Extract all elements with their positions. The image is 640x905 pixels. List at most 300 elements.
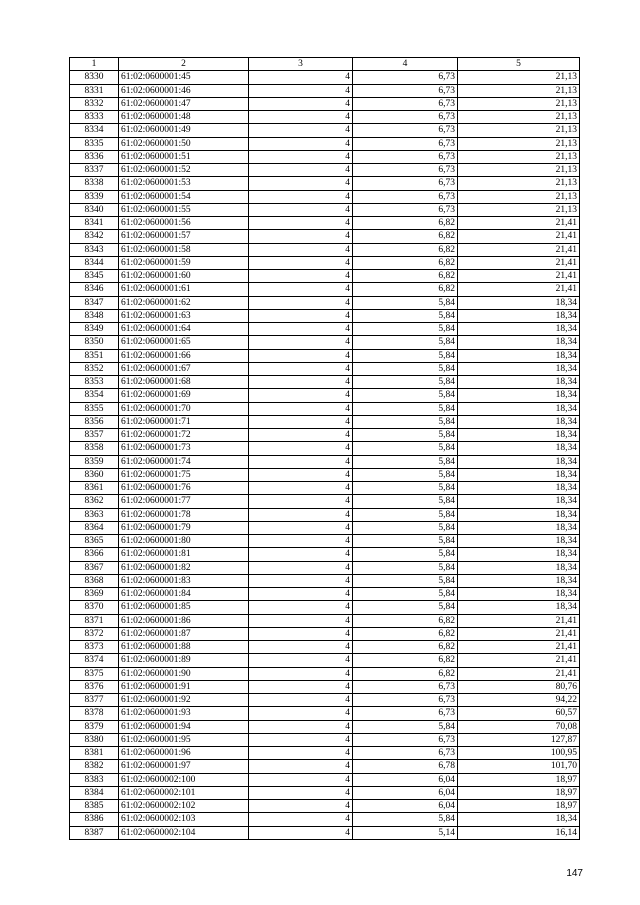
table-cell-col-1: 8351: [70, 349, 119, 362]
table-cell-col-4: 5,84: [353, 415, 458, 428]
table-cell-col-2: 61:02:0600001:78: [119, 508, 249, 521]
table-cell-col-4: 6,82: [353, 230, 458, 243]
table-cell-col-2: 61:02:0600001:55: [119, 203, 249, 216]
table-row: [70, 429, 580, 442]
column-header-2: 2: [119, 58, 249, 71]
table-row: [70, 773, 580, 786]
table-cell-col-3: 4: [249, 362, 353, 375]
table-cell-col-1: 8346: [70, 283, 119, 296]
table-cell-col-2: 61:02:0600001:79: [119, 521, 249, 534]
table-cell-col-3: 4: [249, 548, 353, 561]
table-cell-col-3: 4: [249, 442, 353, 455]
table-cell-col-5: 100,95: [458, 747, 580, 760]
table-row: [70, 588, 580, 601]
table-row: [70, 707, 580, 720]
table-cell-col-3: 4: [249, 111, 353, 124]
table-cell-col-4: 5,84: [353, 349, 458, 362]
table-cell-col-3: 4: [249, 164, 353, 177]
table-cell-col-1: 8375: [70, 667, 119, 680]
table-row: [70, 71, 580, 84]
table-cell-col-5: 21,41: [458, 641, 580, 654]
table-cell-col-4: 5,84: [353, 720, 458, 733]
table-cell-col-3: 4: [249, 389, 353, 402]
table-cell-col-1: 8336: [70, 150, 119, 163]
table-cell-col-2: 61:02:0600001:85: [119, 601, 249, 614]
data-table-container: [69, 57, 580, 840]
table-cell-col-4: 6,73: [353, 747, 458, 760]
table-cell-col-3: 4: [249, 203, 353, 216]
table-cell-col-3: 4: [249, 376, 353, 389]
table-cell-col-1: 8343: [70, 243, 119, 256]
table-cell-col-4: 6,73: [353, 177, 458, 190]
table-cell-col-2: 61:02:0600001:58: [119, 243, 249, 256]
table-cell-col-1: 8378: [70, 707, 119, 720]
table-cell-col-4: 5,84: [353, 376, 458, 389]
table-cell-col-2: 61:02:0600001:96: [119, 747, 249, 760]
table-row: [70, 415, 580, 428]
table-cell-col-4: 6,82: [353, 270, 458, 283]
table-cell-col-3: 4: [249, 84, 353, 97]
table-cell-col-4: 5,84: [353, 389, 458, 402]
table-cell-col-5: 18,34: [458, 376, 580, 389]
table-cell-col-4: 6,82: [353, 243, 458, 256]
table-row: [70, 800, 580, 813]
table-cell-col-2: 61:02:0600001:60: [119, 270, 249, 283]
table-cell-col-2: 61:02:0600001:66: [119, 349, 249, 362]
table-cell-col-5: 18,34: [458, 468, 580, 481]
table-cell-col-4: 6,78: [353, 760, 458, 773]
table-cell-col-2: 61:02:0600001:56: [119, 217, 249, 230]
table-cell-col-1: 8338: [70, 177, 119, 190]
table-cell-col-2: 61:02:0600001:86: [119, 614, 249, 627]
table-cell-col-4: 5,84: [353, 402, 458, 415]
table-cell-col-1: 8387: [70, 826, 119, 839]
table-cell-col-5: 18,34: [458, 548, 580, 561]
table-cell-col-2: 61:02:0600001:50: [119, 137, 249, 150]
table-cell-col-1: 8344: [70, 256, 119, 269]
table-row: [70, 601, 580, 614]
table-cell-col-4: 5,84: [353, 574, 458, 587]
table-row: [70, 548, 580, 561]
table-cell-col-4: 5,84: [353, 442, 458, 455]
table-cell-col-3: 4: [249, 482, 353, 495]
table-cell-col-5: 21,13: [458, 177, 580, 190]
table-cell-col-5: 18,34: [458, 508, 580, 521]
table-cell-col-1: 8353: [70, 376, 119, 389]
table-cell-col-3: 4: [249, 760, 353, 773]
table-cell-col-2: 61:02:0600001:47: [119, 97, 249, 110]
table-cell-col-3: 4: [249, 415, 353, 428]
table-cell-col-1: 8356: [70, 415, 119, 428]
table-cell-col-1: 8358: [70, 442, 119, 455]
table-row: [70, 362, 580, 375]
table-cell-col-3: 4: [249, 508, 353, 521]
table-cell-col-2: 61:02:0600001:69: [119, 389, 249, 402]
table-cell-col-5: 127,87: [458, 733, 580, 746]
table-cell-col-1: 8377: [70, 694, 119, 707]
table-cell-col-2: 61:02:0600001:97: [119, 760, 249, 773]
table-cell-col-3: 4: [249, 733, 353, 746]
table-cell-col-5: 18,34: [458, 309, 580, 322]
table-cell-col-2: 61:02:0600001:54: [119, 190, 249, 203]
table-cell-col-4: 6,73: [353, 137, 458, 150]
column-header-3: 3: [249, 58, 353, 71]
column-header-4: 4: [353, 58, 458, 71]
table-cell-col-1: 8382: [70, 760, 119, 773]
table-cell-col-3: 4: [249, 323, 353, 336]
table-cell-col-1: 8385: [70, 800, 119, 813]
table-cell-col-2: 61:02:0600002:103: [119, 813, 249, 826]
table-cell-col-5: 18,34: [458, 482, 580, 495]
table-cell-col-2: 61:02:0600001:52: [119, 164, 249, 177]
table-row: [70, 296, 580, 309]
table-cell-col-2: 61:02:0600001:76: [119, 482, 249, 495]
table-cell-col-4: 6,04: [353, 786, 458, 799]
table-cell-col-5: 94,22: [458, 694, 580, 707]
table-row: [70, 694, 580, 707]
table-cell-col-4: 6,82: [353, 614, 458, 627]
table-header-row: [70, 58, 580, 71]
table-row: [70, 614, 580, 627]
table-row: [70, 747, 580, 760]
table-cell-col-4: 5,14: [353, 826, 458, 839]
table-cell-col-5: 21,41: [458, 256, 580, 269]
table-row: [70, 826, 580, 839]
table-cell-col-5: 21,13: [458, 124, 580, 137]
table-row: [70, 521, 580, 534]
table-cell-col-5: 21,41: [458, 217, 580, 230]
table-cell-col-2: 61:02:0600001:83: [119, 574, 249, 587]
table-row: [70, 760, 580, 773]
table-cell-col-4: 6,73: [353, 203, 458, 216]
table-cell-col-3: 4: [249, 309, 353, 322]
table-cell-col-1: 8359: [70, 455, 119, 468]
table-cell-col-5: 21,41: [458, 627, 580, 640]
table-cell-col-5: 18,34: [458, 574, 580, 587]
table-cell-col-5: 18,34: [458, 521, 580, 534]
table-cell-col-1: 8348: [70, 309, 119, 322]
table-cell-col-5: 21,13: [458, 71, 580, 84]
table-cell-col-2: 61:02:0600001:80: [119, 535, 249, 548]
table-cell-col-5: 70,08: [458, 720, 580, 733]
table-row: [70, 561, 580, 574]
table-cell-col-2: 61:02:0600001:82: [119, 561, 249, 574]
table-cell-col-1: 8371: [70, 614, 119, 627]
table-cell-col-2: 61:02:0600001:45: [119, 71, 249, 84]
table-cell-col-3: 4: [249, 177, 353, 190]
table-cell-col-1: 8386: [70, 813, 119, 826]
table-cell-col-2: 61:02:0600001:89: [119, 654, 249, 667]
table-cell-col-1: 8381: [70, 747, 119, 760]
table-cell-col-4: 5,84: [353, 336, 458, 349]
table-cell-col-5: 18,34: [458, 495, 580, 508]
table-cell-col-2: 61:02:0600001:88: [119, 641, 249, 654]
table-cell-col-2: 61:02:0600001:46: [119, 84, 249, 97]
table-row: [70, 309, 580, 322]
table-cell-col-1: 8332: [70, 97, 119, 110]
table-cell-col-4: 5,84: [353, 813, 458, 826]
table-cell-col-2: 61:02:0600001:90: [119, 667, 249, 680]
table-cell-col-4: 5,84: [353, 468, 458, 481]
table-cell-col-4: 6,73: [353, 733, 458, 746]
table-cell-col-3: 4: [249, 97, 353, 110]
table-cell-col-4: 5,84: [353, 601, 458, 614]
table-cell-col-3: 4: [249, 826, 353, 839]
table-row: [70, 349, 580, 362]
table-cell-col-2: 61:02:0600001:70: [119, 402, 249, 415]
table-cell-col-4: 6,82: [353, 654, 458, 667]
table-cell-col-1: 8364: [70, 521, 119, 534]
table-cell-col-1: 8379: [70, 720, 119, 733]
table-cell-col-3: 4: [249, 521, 353, 534]
table-cell-col-1: 8331: [70, 84, 119, 97]
table-cell-col-3: 4: [249, 455, 353, 468]
table-cell-col-2: 61:02:0600001:48: [119, 111, 249, 124]
table-cell-col-4: 6,82: [353, 283, 458, 296]
table-row: [70, 84, 580, 97]
table-cell-col-4: 5,84: [353, 588, 458, 601]
table-cell-col-1: 8350: [70, 336, 119, 349]
table-cell-col-3: 4: [249, 349, 353, 362]
table-cell-col-5: 21,13: [458, 111, 580, 124]
table-cell-col-5: 18,34: [458, 296, 580, 309]
table-cell-col-5: 18,34: [458, 535, 580, 548]
table-cell-col-3: 4: [249, 601, 353, 614]
table-row: [70, 813, 580, 826]
table-cell-col-2: 61:02:0600001:91: [119, 680, 249, 693]
table-cell-col-4: 6,73: [353, 707, 458, 720]
table-cell-col-2: 61:02:0600001:51: [119, 150, 249, 163]
table-row: [70, 177, 580, 190]
table-cell-col-1: 8357: [70, 429, 119, 442]
table-cell-col-5: 18,34: [458, 429, 580, 442]
table-cell-col-2: 61:02:0600001:59: [119, 256, 249, 269]
table-cell-col-2: 61:02:0600002:104: [119, 826, 249, 839]
table-cell-col-1: 8370: [70, 601, 119, 614]
column-header-5: 5: [458, 58, 580, 71]
table-cell-col-3: 4: [249, 468, 353, 481]
table-cell-col-4: 5,84: [353, 495, 458, 508]
table-cell-col-1: 8367: [70, 561, 119, 574]
table-cell-col-5: 21,13: [458, 203, 580, 216]
table-cell-col-2: 61:02:0600001:94: [119, 720, 249, 733]
table-cell-col-5: 21,41: [458, 283, 580, 296]
table-cell-col-4: 5,84: [353, 535, 458, 548]
table-cell-col-4: 6,73: [353, 111, 458, 124]
table-cell-col-1: 8334: [70, 124, 119, 137]
table-row: [70, 468, 580, 481]
table-cell-col-4: 6,73: [353, 680, 458, 693]
table-cell-col-3: 4: [249, 747, 353, 760]
table-cell-col-4: 6,82: [353, 667, 458, 680]
table-cell-col-3: 4: [249, 641, 353, 654]
table-cell-col-5: 21,13: [458, 84, 580, 97]
table-cell-col-4: 5,84: [353, 521, 458, 534]
table-cell-col-3: 4: [249, 800, 353, 813]
table-cell-col-5: 18,34: [458, 455, 580, 468]
table-cell-col-3: 4: [249, 336, 353, 349]
table-cell-col-4: 5,84: [353, 561, 458, 574]
table-cell-col-3: 4: [249, 296, 353, 309]
table-cell-col-4: 6,73: [353, 84, 458, 97]
table-cell-col-1: 8335: [70, 137, 119, 150]
table-cell-col-1: 8373: [70, 641, 119, 654]
table-cell-col-3: 4: [249, 707, 353, 720]
table-cell-col-5: 18,34: [458, 561, 580, 574]
table-cell-col-3: 4: [249, 243, 353, 256]
table-cell-col-4: 5,84: [353, 309, 458, 322]
table-cell-col-1: 8365: [70, 535, 119, 548]
table-cell-col-3: 4: [249, 270, 353, 283]
table-cell-col-5: 18,34: [458, 601, 580, 614]
table-cell-col-2: 61:02:0600001:75: [119, 468, 249, 481]
table-cell-col-4: 6,73: [353, 164, 458, 177]
table-cell-col-5: 21,13: [458, 137, 580, 150]
table-cell-col-4: 6,73: [353, 97, 458, 110]
table-cell-col-4: 5,84: [353, 362, 458, 375]
table-row: [70, 97, 580, 110]
table-cell-col-1: 8340: [70, 203, 119, 216]
table-row: [70, 323, 580, 336]
table-cell-col-5: 18,34: [458, 362, 580, 375]
table-cell-col-2: 61:02:0600001:57: [119, 230, 249, 243]
table-cell-col-1: 8374: [70, 654, 119, 667]
table-cell-col-1: 8345: [70, 270, 119, 283]
table-row: [70, 402, 580, 415]
table-cell-col-2: 61:02:0600001:53: [119, 177, 249, 190]
table-cell-col-2: 61:02:0600001:77: [119, 495, 249, 508]
table-cell-col-1: 8376: [70, 680, 119, 693]
table-cell-col-4: 6,73: [353, 71, 458, 84]
table-row: [70, 720, 580, 733]
table-cell-col-5: 18,34: [458, 402, 580, 415]
table-row: [70, 535, 580, 548]
table-cell-col-1: 8363: [70, 508, 119, 521]
table-row: [70, 627, 580, 640]
table-cell-col-4: 6,73: [353, 190, 458, 203]
table-cell-col-2: 61:02:0600002:100: [119, 773, 249, 786]
table-row: [70, 389, 580, 402]
table-cell-col-5: 80,76: [458, 680, 580, 693]
table-cell-col-4: 6,82: [353, 627, 458, 640]
table-cell-col-1: 8372: [70, 627, 119, 640]
table-cell-col-3: 4: [249, 813, 353, 826]
table-cell-col-3: 4: [249, 561, 353, 574]
table-cell-col-5: 18,34: [458, 323, 580, 336]
table-row: [70, 667, 580, 680]
table-body: [70, 71, 580, 840]
table-cell-col-3: 4: [249, 667, 353, 680]
table-cell-col-3: 4: [249, 150, 353, 163]
table-cell-col-5: 18,34: [458, 415, 580, 428]
table-cell-col-1: 8342: [70, 230, 119, 243]
table-row: [70, 680, 580, 693]
table-cell-col-5: 18,34: [458, 349, 580, 362]
table-row: [70, 203, 580, 216]
table-cell-col-5: 18,34: [458, 813, 580, 826]
table-cell-col-5: 16,14: [458, 826, 580, 839]
table-cell-col-2: 61:02:0600001:95: [119, 733, 249, 746]
table-cell-col-2: 61:02:0600001:49: [119, 124, 249, 137]
table-cell-col-5: 101,70: [458, 760, 580, 773]
table-row: [70, 217, 580, 230]
table-cell-col-3: 4: [249, 773, 353, 786]
table-cell-col-2: 61:02:0600001:63: [119, 309, 249, 322]
table-cell-col-3: 4: [249, 137, 353, 150]
table-row: [70, 455, 580, 468]
table-cell-col-4: 6,82: [353, 256, 458, 269]
table-cell-col-2: 61:02:0600001:84: [119, 588, 249, 601]
table-cell-col-4: 5,84: [353, 296, 458, 309]
table-cell-col-4: 5,84: [353, 429, 458, 442]
table-row: [70, 150, 580, 163]
table-cell-col-2: 61:02:0600001:71: [119, 415, 249, 428]
table-cell-col-4: 6,82: [353, 217, 458, 230]
table-cell-col-3: 4: [249, 230, 353, 243]
table-row: [70, 283, 580, 296]
table-cell-col-3: 4: [249, 429, 353, 442]
table-row: [70, 230, 580, 243]
table-cell-col-3: 4: [249, 256, 353, 269]
table-row: [70, 376, 580, 389]
table-cell-col-5: 18,34: [458, 442, 580, 455]
table-cell-col-4: 6,73: [353, 694, 458, 707]
table-cell-col-1: 8383: [70, 773, 119, 786]
table-cell-col-5: 21,13: [458, 150, 580, 163]
table-cell-col-2: 61:02:0600002:101: [119, 786, 249, 799]
table-cell-col-5: 18,34: [458, 588, 580, 601]
table-cell-col-1: 8362: [70, 495, 119, 508]
table-cell-col-1: 8366: [70, 548, 119, 561]
table-cell-col-5: 60,57: [458, 707, 580, 720]
table-cell-col-1: 8369: [70, 588, 119, 601]
table-cell-col-1: 8333: [70, 111, 119, 124]
table-cell-col-3: 4: [249, 786, 353, 799]
table-cell-col-2: 61:02:0600001:87: [119, 627, 249, 640]
table-cell-col-3: 4: [249, 283, 353, 296]
table-cell-col-2: 61:02:0600001:81: [119, 548, 249, 561]
data-table: [69, 57, 580, 840]
table-cell-col-5: 21,41: [458, 667, 580, 680]
table-row: [70, 243, 580, 256]
table-cell-col-5: 18,97: [458, 800, 580, 813]
table-cell-col-4: 6,73: [353, 124, 458, 137]
table-cell-col-2: 61:02:0600001:93: [119, 707, 249, 720]
table-cell-col-3: 4: [249, 574, 353, 587]
table-cell-col-2: 61:02:0600001:74: [119, 455, 249, 468]
table-cell-col-4: 5,84: [353, 323, 458, 336]
table-row: [70, 495, 580, 508]
table-cell-col-3: 4: [249, 190, 353, 203]
table-row: [70, 786, 580, 799]
table-cell-col-3: 4: [249, 495, 353, 508]
table-cell-col-3: 4: [249, 402, 353, 415]
page-number: 147: [566, 868, 583, 879]
table-cell-col-1: 8368: [70, 574, 119, 587]
table-row: [70, 442, 580, 455]
table-cell-col-4: 6,82: [353, 641, 458, 654]
table-cell-col-1: 8339: [70, 190, 119, 203]
table-cell-col-2: 61:02:0600001:62: [119, 296, 249, 309]
table-cell-col-1: 8360: [70, 468, 119, 481]
table-cell-col-5: 21,13: [458, 164, 580, 177]
table-cell-col-2: 61:02:0600001:68: [119, 376, 249, 389]
table-row: [70, 270, 580, 283]
table-row: [70, 482, 580, 495]
table-cell-col-3: 4: [249, 217, 353, 230]
table-cell-col-4: 5,84: [353, 482, 458, 495]
table-cell-col-1: 8352: [70, 362, 119, 375]
